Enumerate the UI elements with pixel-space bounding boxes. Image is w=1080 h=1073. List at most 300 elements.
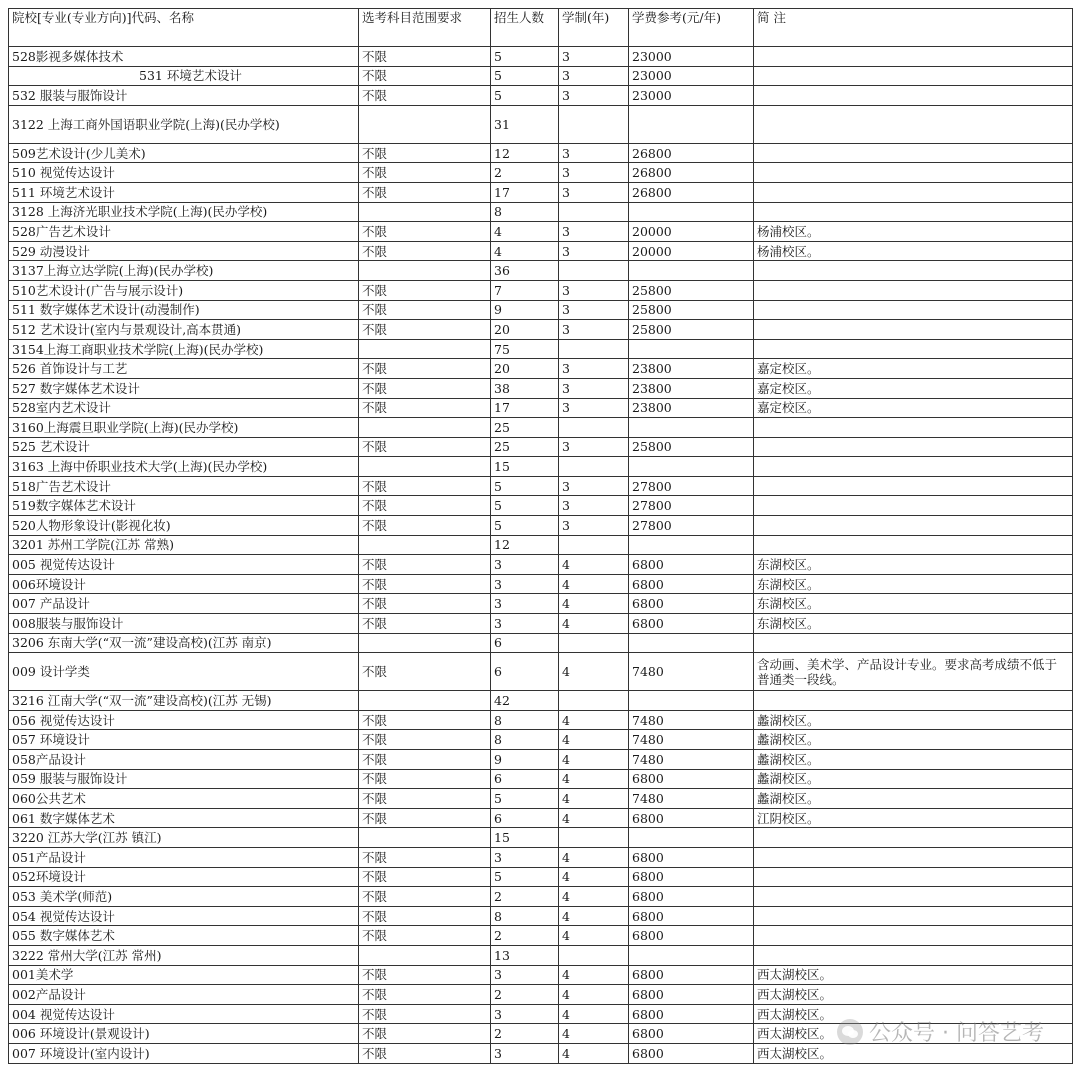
cell-fee: 7480 bbox=[629, 710, 754, 730]
cell-note: 东湖校区。 bbox=[754, 594, 1073, 614]
cell-years: 4 bbox=[559, 555, 629, 575]
table-row bbox=[9, 163, 1073, 183]
header-years: 学制(年) bbox=[559, 9, 629, 47]
table-row bbox=[9, 906, 1073, 926]
cell-fee bbox=[629, 457, 754, 477]
cell-fee: 6800 bbox=[629, 1024, 754, 1044]
cell-note bbox=[754, 320, 1073, 340]
cell-quota: 3 bbox=[491, 1043, 559, 1063]
cell-subject: 不限 bbox=[359, 163, 491, 183]
cell-name: 3137上海立达学院(上海)(民办学校) bbox=[9, 261, 359, 281]
cell-subject bbox=[359, 633, 491, 653]
cell-note: 西太湖校区。 bbox=[754, 985, 1073, 1005]
cell-years: 4 bbox=[559, 965, 629, 985]
cell-years bbox=[559, 418, 629, 438]
cell-quota: 36 bbox=[491, 261, 559, 281]
cell-years: 4 bbox=[559, 574, 629, 594]
table-row bbox=[9, 105, 1073, 143]
cell-years bbox=[559, 633, 629, 653]
cell-quota: 5 bbox=[491, 47, 559, 67]
cell-quota: 2 bbox=[491, 1024, 559, 1044]
cell-subject: 不限 bbox=[359, 808, 491, 828]
cell-subject: 不限 bbox=[359, 985, 491, 1005]
cell-note: 蠡湖校区。 bbox=[754, 750, 1073, 770]
cell-note: 蠡湖校区。 bbox=[754, 789, 1073, 809]
cell-fee: 7480 bbox=[629, 789, 754, 809]
cell-quota: 5 bbox=[491, 86, 559, 106]
cell-subject: 不限 bbox=[359, 1004, 491, 1024]
cell-name: 060公共艺术 bbox=[9, 789, 359, 809]
cell-fee: 6800 bbox=[629, 847, 754, 867]
table-row bbox=[9, 261, 1073, 281]
cell-years: 3 bbox=[559, 86, 629, 106]
table-row bbox=[9, 965, 1073, 985]
cell-fee bbox=[629, 418, 754, 438]
cell-subject: 不限 bbox=[359, 1043, 491, 1063]
cell-fee: 7480 bbox=[629, 653, 754, 691]
cell-years: 4 bbox=[559, 730, 629, 750]
cell-name: 511 数字媒体艺术设计(动漫制作) bbox=[9, 300, 359, 320]
table-row bbox=[9, 1043, 1073, 1063]
table-row bbox=[9, 535, 1073, 555]
header-note: 简 注 bbox=[754, 9, 1073, 47]
cell-years bbox=[559, 535, 629, 555]
cell-name: 509艺术设计(少儿美术) bbox=[9, 143, 359, 163]
cell-note bbox=[754, 105, 1073, 143]
cell-fee bbox=[629, 535, 754, 555]
cell-subject: 不限 bbox=[359, 769, 491, 789]
table-row bbox=[9, 143, 1073, 163]
cell-fee: 6800 bbox=[629, 926, 754, 946]
table-row bbox=[9, 926, 1073, 946]
cell-name: 052环境设计 bbox=[9, 867, 359, 887]
table-row bbox=[9, 457, 1073, 477]
table-row bbox=[9, 66, 1073, 86]
cell-note: 蠡湖校区。 bbox=[754, 710, 1073, 730]
cell-subject: 不限 bbox=[359, 496, 491, 516]
cell-years: 4 bbox=[559, 926, 629, 946]
cell-subject: 不限 bbox=[359, 437, 491, 457]
table-row bbox=[9, 555, 1073, 575]
cell-name: 511 环境艺术设计 bbox=[9, 182, 359, 202]
cell-subject: 不限 bbox=[359, 926, 491, 946]
cell-fee: 23000 bbox=[629, 86, 754, 106]
table-row bbox=[9, 867, 1073, 887]
cell-name: 054 视觉传达设计 bbox=[9, 906, 359, 926]
table-row bbox=[9, 847, 1073, 867]
cell-quota: 2 bbox=[491, 926, 559, 946]
cell-fee: 6800 bbox=[629, 769, 754, 789]
cell-name: 058产品设计 bbox=[9, 750, 359, 770]
header-fee: 学费参考(元/年) bbox=[629, 9, 754, 47]
cell-fee: 6800 bbox=[629, 594, 754, 614]
table-row bbox=[9, 437, 1073, 457]
cell-name: 3222 常州大学(江苏 常州) bbox=[9, 945, 359, 965]
cell-quota: 3 bbox=[491, 574, 559, 594]
cell-quota: 15 bbox=[491, 457, 559, 477]
cell-name: 006 环境设计(景观设计) bbox=[9, 1024, 359, 1044]
table-row bbox=[9, 47, 1073, 67]
cell-note bbox=[754, 339, 1073, 359]
cell-fee: 26800 bbox=[629, 143, 754, 163]
cell-quota: 15 bbox=[491, 828, 559, 848]
cell-quota: 5 bbox=[491, 789, 559, 809]
cell-name: 001美术学 bbox=[9, 965, 359, 985]
table-row bbox=[9, 496, 1073, 516]
cell-note: 东湖校区。 bbox=[754, 555, 1073, 575]
cell-fee: 25800 bbox=[629, 300, 754, 320]
header-quota: 招生人数 bbox=[491, 9, 559, 47]
table-row bbox=[9, 730, 1073, 750]
cell-quota: 5 bbox=[491, 66, 559, 86]
cell-quota: 3 bbox=[491, 555, 559, 575]
table-row bbox=[9, 222, 1073, 242]
cell-name: 3154上海工商职业技术学院(上海)(民办学校) bbox=[9, 339, 359, 359]
cell-note: 西太湖校区。 bbox=[754, 1004, 1073, 1024]
cell-fee: 6800 bbox=[629, 887, 754, 907]
cell-name: 532 服装与服饰设计 bbox=[9, 86, 359, 106]
table-row bbox=[9, 633, 1073, 653]
cell-years: 4 bbox=[559, 847, 629, 867]
table-row bbox=[9, 653, 1073, 691]
cell-subject: 不限 bbox=[359, 86, 491, 106]
cell-note bbox=[754, 633, 1073, 653]
cell-subject: 不限 bbox=[359, 222, 491, 242]
table-row bbox=[9, 359, 1073, 379]
cell-years: 3 bbox=[559, 437, 629, 457]
cell-fee: 6800 bbox=[629, 1043, 754, 1063]
cell-fee: 6800 bbox=[629, 867, 754, 887]
cell-years: 4 bbox=[559, 887, 629, 907]
cell-quota: 6 bbox=[491, 653, 559, 691]
cell-note: 西太湖校区。 bbox=[754, 1024, 1073, 1044]
cell-years: 3 bbox=[559, 359, 629, 379]
cell-years: 4 bbox=[559, 1004, 629, 1024]
cell-subject: 不限 bbox=[359, 378, 491, 398]
table-row bbox=[9, 320, 1073, 340]
cell-name: 006环境设计 bbox=[9, 574, 359, 594]
cell-quota: 20 bbox=[491, 320, 559, 340]
cell-subject: 不限 bbox=[359, 614, 491, 634]
cell-quota: 7 bbox=[491, 280, 559, 300]
cell-quota: 12 bbox=[491, 535, 559, 555]
cell-years: 3 bbox=[559, 280, 629, 300]
cell-name: 3201 苏州工学院(江苏 常熟) bbox=[9, 535, 359, 555]
cell-fee bbox=[629, 261, 754, 281]
cell-years: 4 bbox=[559, 789, 629, 809]
cell-fee: 7480 bbox=[629, 730, 754, 750]
cell-subject: 不限 bbox=[359, 887, 491, 907]
header-subject: 选考科目范围要求 bbox=[359, 9, 491, 47]
cell-subject: 不限 bbox=[359, 574, 491, 594]
cell-quota: 8 bbox=[491, 202, 559, 222]
admission-table-sheet bbox=[8, 8, 1073, 1064]
cell-subject: 不限 bbox=[359, 710, 491, 730]
cell-fee: 23800 bbox=[629, 398, 754, 418]
cell-quota: 5 bbox=[491, 476, 559, 496]
cell-subject: 不限 bbox=[359, 555, 491, 575]
cell-subject bbox=[359, 339, 491, 359]
cell-subject: 不限 bbox=[359, 359, 491, 379]
cell-quota: 25 bbox=[491, 437, 559, 457]
cell-note bbox=[754, 691, 1073, 711]
table-row bbox=[9, 182, 1073, 202]
cell-fee bbox=[629, 202, 754, 222]
cell-quota: 8 bbox=[491, 906, 559, 926]
cell-years: 3 bbox=[559, 47, 629, 67]
table-row bbox=[9, 828, 1073, 848]
cell-fee: 23000 bbox=[629, 66, 754, 86]
cell-years: 4 bbox=[559, 808, 629, 828]
cell-note: 嘉定校区。 bbox=[754, 359, 1073, 379]
cell-name: 3122 上海工商外国语职业学院(上海)(民办学校) bbox=[9, 105, 359, 143]
table-row bbox=[9, 86, 1073, 106]
cell-quota: 20 bbox=[491, 359, 559, 379]
cell-note: 蠡湖校区。 bbox=[754, 769, 1073, 789]
cell-note bbox=[754, 261, 1073, 281]
table-row bbox=[9, 710, 1073, 730]
cell-note bbox=[754, 535, 1073, 555]
cell-note bbox=[754, 906, 1073, 926]
cell-name: 512 艺术设计(室内与景观设计,高本贯通) bbox=[9, 320, 359, 340]
table-row bbox=[9, 945, 1073, 965]
table-header-row bbox=[9, 9, 1073, 47]
cell-subject bbox=[359, 202, 491, 222]
cell-fee: 6800 bbox=[629, 965, 754, 985]
cell-subject bbox=[359, 535, 491, 555]
cell-quota: 5 bbox=[491, 516, 559, 536]
cell-note bbox=[754, 86, 1073, 106]
table-row bbox=[9, 418, 1073, 438]
cell-note bbox=[754, 47, 1073, 67]
cell-name: 009 设计学类 bbox=[9, 653, 359, 691]
cell-years: 3 bbox=[559, 182, 629, 202]
cell-fee: 6800 bbox=[629, 555, 754, 575]
cell-years: 3 bbox=[559, 222, 629, 242]
cell-years bbox=[559, 691, 629, 711]
cell-note bbox=[754, 143, 1073, 163]
table-row bbox=[9, 1024, 1073, 1044]
cell-subject: 不限 bbox=[359, 476, 491, 496]
cell-note: 嘉定校区。 bbox=[754, 398, 1073, 418]
cell-quota: 5 bbox=[491, 496, 559, 516]
cell-quota: 17 bbox=[491, 398, 559, 418]
cell-years: 3 bbox=[559, 476, 629, 496]
cell-quota: 31 bbox=[491, 105, 559, 143]
cell-subject: 不限 bbox=[359, 241, 491, 261]
cell-years bbox=[559, 105, 629, 143]
cell-quota: 3 bbox=[491, 614, 559, 634]
table-body bbox=[9, 47, 1073, 1064]
cell-years: 4 bbox=[559, 769, 629, 789]
cell-name: 056 视觉传达设计 bbox=[9, 710, 359, 730]
cell-years: 4 bbox=[559, 985, 629, 1005]
cell-name: 002产品设计 bbox=[9, 985, 359, 1005]
cell-quota: 8 bbox=[491, 730, 559, 750]
admission-table bbox=[8, 8, 1073, 1064]
table-row bbox=[9, 789, 1073, 809]
cell-fee: 25800 bbox=[629, 320, 754, 340]
cell-fee: 26800 bbox=[629, 163, 754, 183]
cell-note: 东湖校区。 bbox=[754, 574, 1073, 594]
cell-fee: 20000 bbox=[629, 222, 754, 242]
cell-quota: 2 bbox=[491, 985, 559, 1005]
cell-quota: 9 bbox=[491, 750, 559, 770]
cell-years: 4 bbox=[559, 906, 629, 926]
cell-quota: 6 bbox=[491, 633, 559, 653]
cell-subject bbox=[359, 691, 491, 711]
cell-name: 053 美术学(师范) bbox=[9, 887, 359, 907]
table-row bbox=[9, 808, 1073, 828]
cell-subject: 不限 bbox=[359, 965, 491, 985]
cell-fee: 23800 bbox=[629, 359, 754, 379]
cell-years: 4 bbox=[559, 1043, 629, 1063]
cell-fee: 6800 bbox=[629, 574, 754, 594]
cell-name: 004 视觉传达设计 bbox=[9, 1004, 359, 1024]
table-row bbox=[9, 691, 1073, 711]
cell-years: 3 bbox=[559, 241, 629, 261]
cell-name: 059 服装与服饰设计 bbox=[9, 769, 359, 789]
cell-quota: 5 bbox=[491, 867, 559, 887]
cell-quota: 17 bbox=[491, 182, 559, 202]
cell-years: 4 bbox=[559, 710, 629, 730]
cell-subject: 不限 bbox=[359, 66, 491, 86]
cell-subject: 不限 bbox=[359, 182, 491, 202]
cell-name: 518广告艺术设计 bbox=[9, 476, 359, 496]
cell-note: 蠡湖校区。 bbox=[754, 730, 1073, 750]
table-row bbox=[9, 769, 1073, 789]
table-row bbox=[9, 476, 1073, 496]
cell-note: 嘉定校区。 bbox=[754, 378, 1073, 398]
cell-fee: 7480 bbox=[629, 750, 754, 770]
table-row bbox=[9, 280, 1073, 300]
cell-name: 055 数字媒体艺术 bbox=[9, 926, 359, 946]
cell-quota: 42 bbox=[491, 691, 559, 711]
cell-years bbox=[559, 828, 629, 848]
cell-note bbox=[754, 516, 1073, 536]
cell-fee bbox=[629, 633, 754, 653]
cell-note: 西太湖校区。 bbox=[754, 965, 1073, 985]
cell-name: 528室内艺术设计 bbox=[9, 398, 359, 418]
cell-years bbox=[559, 261, 629, 281]
cell-note bbox=[754, 457, 1073, 477]
cell-subject bbox=[359, 945, 491, 965]
cell-name: 527 数字媒体艺术设计 bbox=[9, 378, 359, 398]
cell-note bbox=[754, 476, 1073, 496]
cell-subject bbox=[359, 457, 491, 477]
cell-fee: 27800 bbox=[629, 496, 754, 516]
cell-years: 3 bbox=[559, 143, 629, 163]
cell-note bbox=[754, 300, 1073, 320]
table-row bbox=[9, 516, 1073, 536]
cell-name: 3220 江苏大学(江苏 镇江) bbox=[9, 828, 359, 848]
cell-subject: 不限 bbox=[359, 320, 491, 340]
cell-name: 007 环境设计(室内设计) bbox=[9, 1043, 359, 1063]
cell-fee bbox=[629, 945, 754, 965]
cell-fee: 27800 bbox=[629, 516, 754, 536]
cell-name: 057 环境设计 bbox=[9, 730, 359, 750]
cell-name: 3128 上海济光职业技术学院(上海)(民办学校) bbox=[9, 202, 359, 222]
watermark-text: 公众号 · 问答艺考 bbox=[869, 1021, 1044, 1046]
table-row bbox=[9, 241, 1073, 261]
cell-subject: 不限 bbox=[359, 750, 491, 770]
cell-name: 3216 江南大学(“双一流”建设高校)(江苏 无锡) bbox=[9, 691, 359, 711]
cell-note bbox=[754, 926, 1073, 946]
cell-years: 4 bbox=[559, 867, 629, 887]
cell-subject: 不限 bbox=[359, 847, 491, 867]
table-row bbox=[9, 750, 1073, 770]
table-row bbox=[9, 378, 1073, 398]
cell-years: 3 bbox=[559, 516, 629, 536]
cell-name: 007 产品设计 bbox=[9, 594, 359, 614]
cell-subject: 不限 bbox=[359, 867, 491, 887]
cell-years: 3 bbox=[559, 163, 629, 183]
cell-subject bbox=[359, 105, 491, 143]
cell-quota: 6 bbox=[491, 769, 559, 789]
cell-years: 3 bbox=[559, 66, 629, 86]
cell-quota: 13 bbox=[491, 945, 559, 965]
cell-subject: 不限 bbox=[359, 730, 491, 750]
cell-name: 528影视多媒体技术 bbox=[9, 47, 359, 67]
cell-subject: 不限 bbox=[359, 789, 491, 809]
table-row bbox=[9, 887, 1073, 907]
cell-years: 4 bbox=[559, 750, 629, 770]
cell-quota: 2 bbox=[491, 887, 559, 907]
cell-name: 525 艺术设计 bbox=[9, 437, 359, 457]
cell-years bbox=[559, 457, 629, 477]
cell-subject: 不限 bbox=[359, 653, 491, 691]
cell-years: 3 bbox=[559, 300, 629, 320]
cell-name: 3160上海震旦职业学院(上海)(民办学校) bbox=[9, 418, 359, 438]
cell-note bbox=[754, 847, 1073, 867]
table-row bbox=[9, 594, 1073, 614]
cell-fee: 6800 bbox=[629, 614, 754, 634]
cell-quota: 8 bbox=[491, 710, 559, 730]
cell-subject bbox=[359, 261, 491, 281]
table-row bbox=[9, 398, 1073, 418]
table-row bbox=[9, 574, 1073, 594]
cell-fee: 23800 bbox=[629, 378, 754, 398]
cell-years: 4 bbox=[559, 1024, 629, 1044]
cell-subject: 不限 bbox=[359, 47, 491, 67]
cell-fee bbox=[629, 105, 754, 143]
cell-years bbox=[559, 945, 629, 965]
cell-fee: 6800 bbox=[629, 1004, 754, 1024]
cell-quota: 9 bbox=[491, 300, 559, 320]
cell-name: 051产品设计 bbox=[9, 847, 359, 867]
table-row bbox=[9, 614, 1073, 634]
cell-quota: 3 bbox=[491, 1004, 559, 1024]
cell-fee: 6800 bbox=[629, 906, 754, 926]
cell-fee: 23000 bbox=[629, 47, 754, 67]
cell-name: 531 环境艺术设计 bbox=[9, 66, 359, 86]
cell-subject: 不限 bbox=[359, 280, 491, 300]
cell-quota: 6 bbox=[491, 808, 559, 828]
cell-fee bbox=[629, 828, 754, 848]
cell-years bbox=[559, 202, 629, 222]
cell-note bbox=[754, 202, 1073, 222]
cell-note bbox=[754, 496, 1073, 516]
cell-name: 005 视觉传达设计 bbox=[9, 555, 359, 575]
cell-years: 3 bbox=[559, 320, 629, 340]
cell-subject: 不限 bbox=[359, 594, 491, 614]
table-row bbox=[9, 339, 1073, 359]
cell-note bbox=[754, 437, 1073, 457]
cell-note: 含动画、美术学、产品设计专业。要求高考成绩不低于普通类一段线。 bbox=[754, 653, 1073, 691]
table-row bbox=[9, 300, 1073, 320]
cell-name: 519数字媒体艺术设计 bbox=[9, 496, 359, 516]
cell-quota: 38 bbox=[491, 378, 559, 398]
